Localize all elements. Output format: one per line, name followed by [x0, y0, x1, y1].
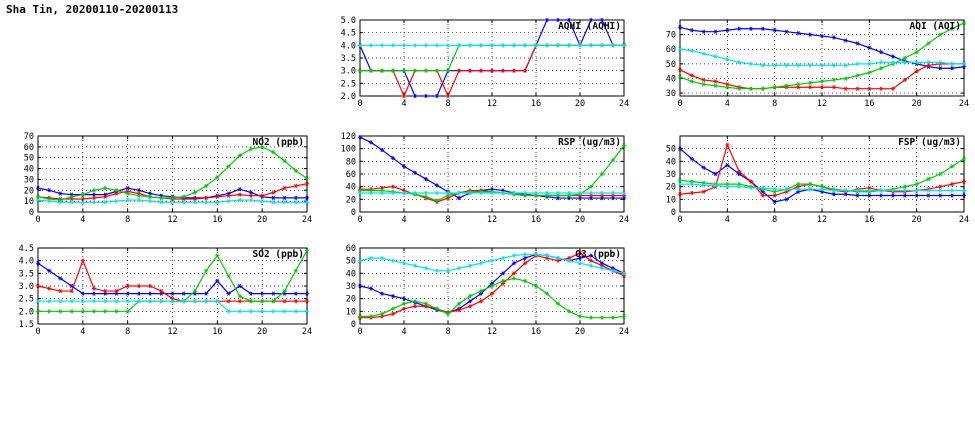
series-line-series4 — [38, 301, 307, 311]
svg-text:30: 30 — [665, 89, 676, 100]
svg-text:60: 60 — [345, 244, 356, 254]
svg-text:0: 0 — [28, 208, 34, 218]
plot-title: O3 (ppb) — [575, 249, 621, 260]
svg-text:60: 60 — [665, 45, 676, 56]
svg-text:100: 100 — [340, 144, 356, 155]
svg-text:50: 50 — [23, 153, 34, 164]
svg-text:4.0: 4.0 — [340, 41, 356, 52]
plot-svg — [330, 124, 630, 228]
svg-text:40: 40 — [345, 269, 356, 280]
svg-text:24: 24 — [958, 215, 970, 225]
plot-svg — [650, 124, 970, 228]
plot-title: NO2 (ppb) — [252, 137, 304, 148]
svg-text:5.0: 5.0 — [340, 16, 356, 26]
svg-text:0: 0 — [357, 327, 363, 337]
svg-text:24: 24 — [301, 215, 313, 225]
svg-text:8: 8 — [445, 99, 451, 109]
plot-title: AQI (AQI) — [909, 21, 961, 32]
svg-text:2.5: 2.5 — [340, 79, 356, 90]
plot-svg — [8, 236, 313, 340]
svg-text:4: 4 — [80, 327, 86, 337]
plot-svg — [330, 236, 630, 340]
svg-text:16: 16 — [864, 215, 875, 225]
svg-text:20: 20 — [574, 99, 586, 109]
svg-text:10: 10 — [665, 195, 676, 206]
chart-panel-aqi — [650, 8, 970, 112]
svg-text:1.5: 1.5 — [18, 320, 34, 330]
svg-text:4.5: 4.5 — [340, 28, 356, 39]
svg-text:20: 20 — [345, 294, 356, 305]
plot-title: FSP (ug/m3) — [898, 137, 961, 148]
svg-text:0: 0 — [350, 208, 356, 218]
svg-text:10: 10 — [23, 197, 34, 208]
svg-text:3.0: 3.0 — [340, 66, 356, 77]
svg-text:2.5: 2.5 — [18, 294, 34, 305]
svg-text:2.0: 2.0 — [340, 92, 356, 102]
svg-text:0: 0 — [677, 215, 683, 225]
svg-text:2.0: 2.0 — [18, 307, 34, 318]
svg-text:70: 70 — [665, 30, 676, 41]
svg-text:0: 0 — [357, 215, 363, 225]
series-line-series4 — [680, 49, 964, 65]
svg-text:4: 4 — [401, 215, 407, 225]
chart-panel-o3 — [330, 236, 630, 340]
svg-text:4: 4 — [724, 99, 730, 109]
svg-text:8: 8 — [125, 215, 131, 225]
svg-text:20: 20 — [574, 327, 586, 337]
svg-text:0: 0 — [35, 215, 41, 225]
svg-text:16: 16 — [864, 99, 875, 109]
svg-text:40: 40 — [665, 74, 676, 85]
svg-text:3.0: 3.0 — [18, 282, 34, 292]
svg-text:4: 4 — [401, 99, 407, 109]
plot-svg — [8, 124, 313, 228]
svg-text:30: 30 — [23, 175, 34, 186]
svg-text:4.5: 4.5 — [18, 244, 34, 254]
svg-text:12: 12 — [167, 327, 178, 337]
svg-text:12: 12 — [486, 99, 498, 109]
svg-text:16: 16 — [212, 327, 223, 337]
svg-text:0: 0 — [357, 99, 363, 109]
svg-text:0: 0 — [670, 208, 676, 218]
svg-text:12: 12 — [167, 215, 178, 225]
svg-text:3.5: 3.5 — [340, 54, 356, 64]
svg-text:30: 30 — [345, 282, 356, 292]
plot-svg — [330, 8, 630, 112]
svg-text:20: 20 — [574, 215, 586, 225]
chart-panel-fsp — [650, 124, 970, 228]
svg-text:16: 16 — [212, 215, 223, 225]
svg-text:20: 20 — [257, 215, 268, 225]
chart-panel-aqhi — [330, 8, 630, 112]
svg-text:80: 80 — [345, 157, 356, 168]
svg-text:24: 24 — [618, 215, 630, 225]
svg-text:70: 70 — [23, 132, 34, 142]
svg-text:12: 12 — [816, 99, 828, 109]
plot-title: AQHI (AQHI) — [558, 21, 621, 32]
page-title: Sha Tin, 20200110-20200113 — [6, 3, 179, 16]
svg-text:10: 10 — [345, 307, 356, 318]
svg-text:12: 12 — [816, 215, 828, 225]
svg-text:8: 8 — [445, 215, 451, 225]
plot-title: RSP (ug/m3) — [558, 137, 621, 148]
svg-text:8: 8 — [445, 327, 451, 337]
chart-panel-no2 — [8, 124, 313, 228]
svg-text:24: 24 — [618, 327, 630, 337]
svg-text:40: 40 — [345, 182, 356, 193]
svg-text:12: 12 — [486, 215, 498, 225]
svg-text:20: 20 — [911, 99, 922, 109]
svg-text:3.5: 3.5 — [18, 269, 34, 280]
svg-text:24: 24 — [618, 99, 630, 109]
svg-text:60: 60 — [345, 170, 356, 180]
svg-text:16: 16 — [530, 327, 542, 337]
svg-text:0: 0 — [677, 99, 683, 109]
svg-text:24: 24 — [301, 327, 313, 337]
svg-text:4: 4 — [724, 215, 730, 225]
svg-text:50: 50 — [665, 144, 676, 155]
svg-text:16: 16 — [530, 99, 542, 109]
svg-text:20: 20 — [23, 186, 34, 197]
svg-text:4.0: 4.0 — [18, 256, 34, 267]
svg-text:16: 16 — [530, 215, 542, 225]
svg-text:20: 20 — [257, 327, 268, 337]
svg-text:8: 8 — [772, 215, 778, 225]
svg-text:24: 24 — [958, 99, 970, 109]
series-line-series1 — [38, 263, 307, 293]
svg-text:60: 60 — [23, 142, 34, 153]
svg-text:50: 50 — [345, 256, 356, 267]
svg-text:40: 40 — [23, 164, 34, 175]
chart-panel-rsp — [330, 124, 630, 228]
svg-text:120: 120 — [340, 132, 356, 142]
svg-text:20: 20 — [665, 182, 676, 193]
svg-text:0: 0 — [350, 320, 356, 330]
svg-text:0: 0 — [35, 327, 41, 337]
svg-text:4: 4 — [80, 215, 86, 225]
svg-text:40: 40 — [665, 157, 676, 168]
svg-text:20: 20 — [345, 195, 356, 206]
chart-panel-so2 — [8, 236, 313, 340]
plot-title: SO2 (ppb) — [252, 249, 304, 260]
svg-text:12: 12 — [486, 327, 498, 337]
svg-text:8: 8 — [125, 327, 131, 337]
svg-text:30: 30 — [665, 170, 676, 180]
svg-text:50: 50 — [665, 59, 676, 70]
svg-text:4: 4 — [401, 327, 407, 337]
plot-svg — [650, 8, 970, 112]
svg-text:8: 8 — [772, 99, 778, 109]
svg-text:20: 20 — [911, 215, 922, 225]
